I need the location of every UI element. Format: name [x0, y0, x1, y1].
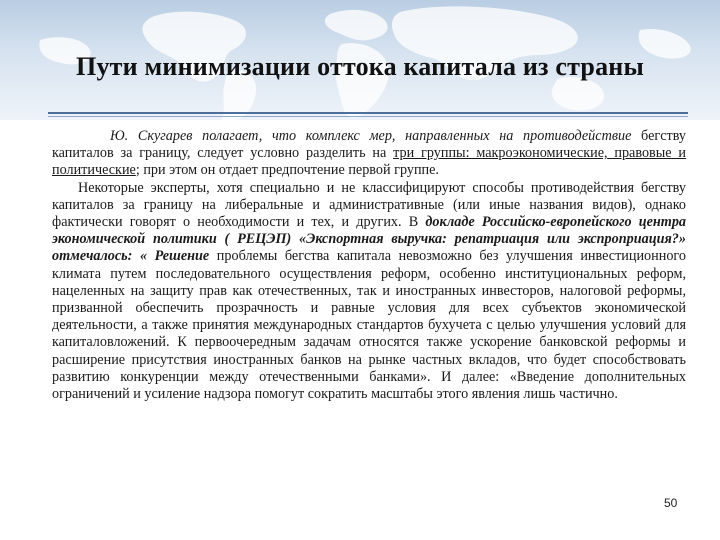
header-divider-thin — [48, 116, 688, 117]
paragraph1-text-b: ; при этом он отдает предпочтение первой группе. — [135, 162, 439, 179]
paragraph1-text-a: бегству капиталов за границу, следует условно разделить на — [52, 128, 687, 162]
recep-report-citation: докладе Российско-европейского центра экономической политики ( РЕЦЭП) «Экспортная выручка: репатриация или экспроприация?» отмечалось: « Решение — [52, 214, 687, 265]
author-statement: Ю. Скугарев полагает, что комплекс мер, направленных на противодействие — [110, 128, 632, 144]
paragraph-experts — [52, 180, 686, 404]
three-groups-underlined: три группы: макроэкономические, правовые и политические — [52, 145, 686, 179]
header-divider — [48, 112, 688, 114]
paragraph2-text-a: Некоторые эксперты, хотя специально и не классифицируют способы противодействия бегству капиталов за границу на либеральные и административные (или иные названия видов), однако фактически говорят о необходимости и тех, и других. В — [52, 179, 686, 231]
paragraph-skugarev — [52, 128, 686, 180]
page-number: 50 — [664, 496, 678, 510]
slide-title: Пути минимизации оттока капитала из страны — [76, 52, 644, 81]
body-text — [52, 128, 686, 403]
paragraph2-text-b: проблемы бегства капитала невозможно без улучшения инвестиционного климата путем последовательного осуществления реформ, особенно институциональных реформ, нацеленных на защиту прав как отечественных, так и иностранных инвесторов, налоговой реформы, призванной обеспечить прозрачность и равные условия для всех субъектов экономической деятельности, а также принятия международных стандартов бухучета с целью улучшения условий для капиталовложений. К первоочередным задачам относятся также ускорение банковской реформы и расширение присутствия иностранных банков на рынке частных вкладов, что будет способствовать развитию конкуренции между отечественными банками». И далее: «Введение дополнительных ограничений и усиление надзора помогут сократить масштабы этого явления лишь частично. — [52, 248, 686, 403]
